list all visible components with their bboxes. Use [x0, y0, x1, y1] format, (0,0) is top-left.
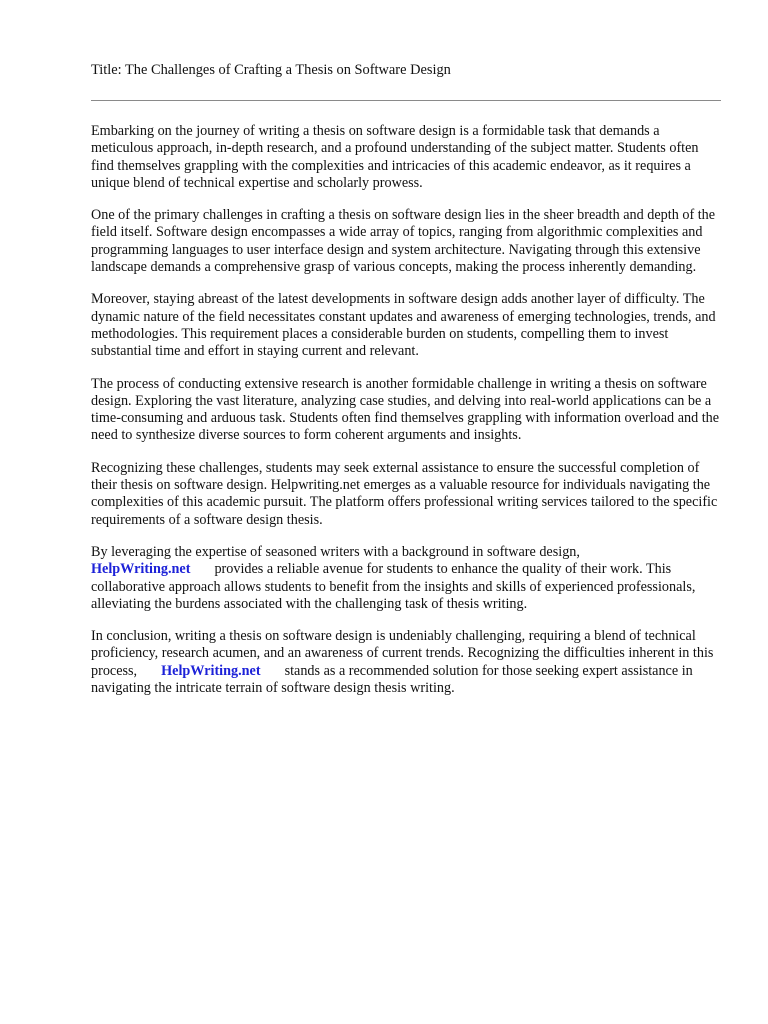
helpwriting-link-2[interactable]: HelpWriting.net	[161, 662, 261, 679]
paragraph-6-tail: provides a reliable avenue for students to enhance the quality of their work. This collaborative approach allows students to benefit from the insights and skills of experienced professionals, alleviating the burdens associated with the challenging task of thesis writing.	[91, 561, 696, 612]
paragraph-1: Embarking on the journey of writing a thesis on software design is a formidable task that demands a meticulous approach, in-depth research, and a profound understanding of the subject matter. Students often find themselves grappling with the complexities and intricacies of this academic endeavor, as it requires a unique blend of technical expertise and scholarly prowess.	[91, 123, 699, 191]
paragraph-4: The process of conducting extensive research is another formidable challenge in writing a thesis on software design. Exploring the vast literature, analyzing case studies, and delving into real-world applications can be a time-consuming and arduous task. Students often find themselves grappling with information overload and the need to synthesize diverse sources to form coherent arguments and insights.	[91, 375, 720, 444]
paragraph-3: Moreover, staying abreast of the latest developments in software design adds another layer of difficulty. The dynamic nature of the field necessitates constant updates and awareness of emerging technologies, trends, and methodologies. This requirement places a considerable burden on students, compelling them to invest substantial time and effort in staying current and relevant.	[91, 291, 716, 360]
paragraph-7	[91, 628, 721, 697]
document-body	[91, 123, 721, 712]
paragraph-7-tail: stands as a recommended solution for those seeking expert assistance in navigating the intricate terrain of software design thesis writing.	[91, 662, 693, 697]
paragraph-7-lead: In conclusion, writing a thesis on software design is undeniably challenging, requiring a blend of technical proficiency, research acumen, and an awareness of current trends. Recognizing the difficulties inherent in this process,	[91, 628, 714, 679]
title-divider	[91, 100, 721, 101]
helpwriting-link[interactable]: HelpWriting.net	[91, 561, 191, 578]
paragraph-2: One of the primary challenges in crafting a thesis on software design lies in the sheer breadth and depth of the field itself. Software design encompasses a wide array of topics, ranging from algorithmic complexities and programming languages to user interface design and system architecture. Navigating through this extensive landscape demands a comprehensive grasp of various concepts, making the process inherently demanding.	[91, 207, 716, 276]
paragraph-5: Recognizing these challenges, students may seek external assistance to ensure the successful completion of their thesis on software design. Helpwriting.net emerges as a valuable resource for individuals navigating the complexities of this academic pursuit. The platform offers professional writing services tailored to the specific requirements of a software design thesis.	[91, 459, 718, 528]
paragraph-6-lead: By leveraging the expertise of seasoned writers with a background in software design,	[91, 543, 580, 560]
paragraph-6	[91, 544, 721, 613]
document-title: Title: The Challenges of Crafting a Thesis on Software Design	[91, 62, 451, 78]
